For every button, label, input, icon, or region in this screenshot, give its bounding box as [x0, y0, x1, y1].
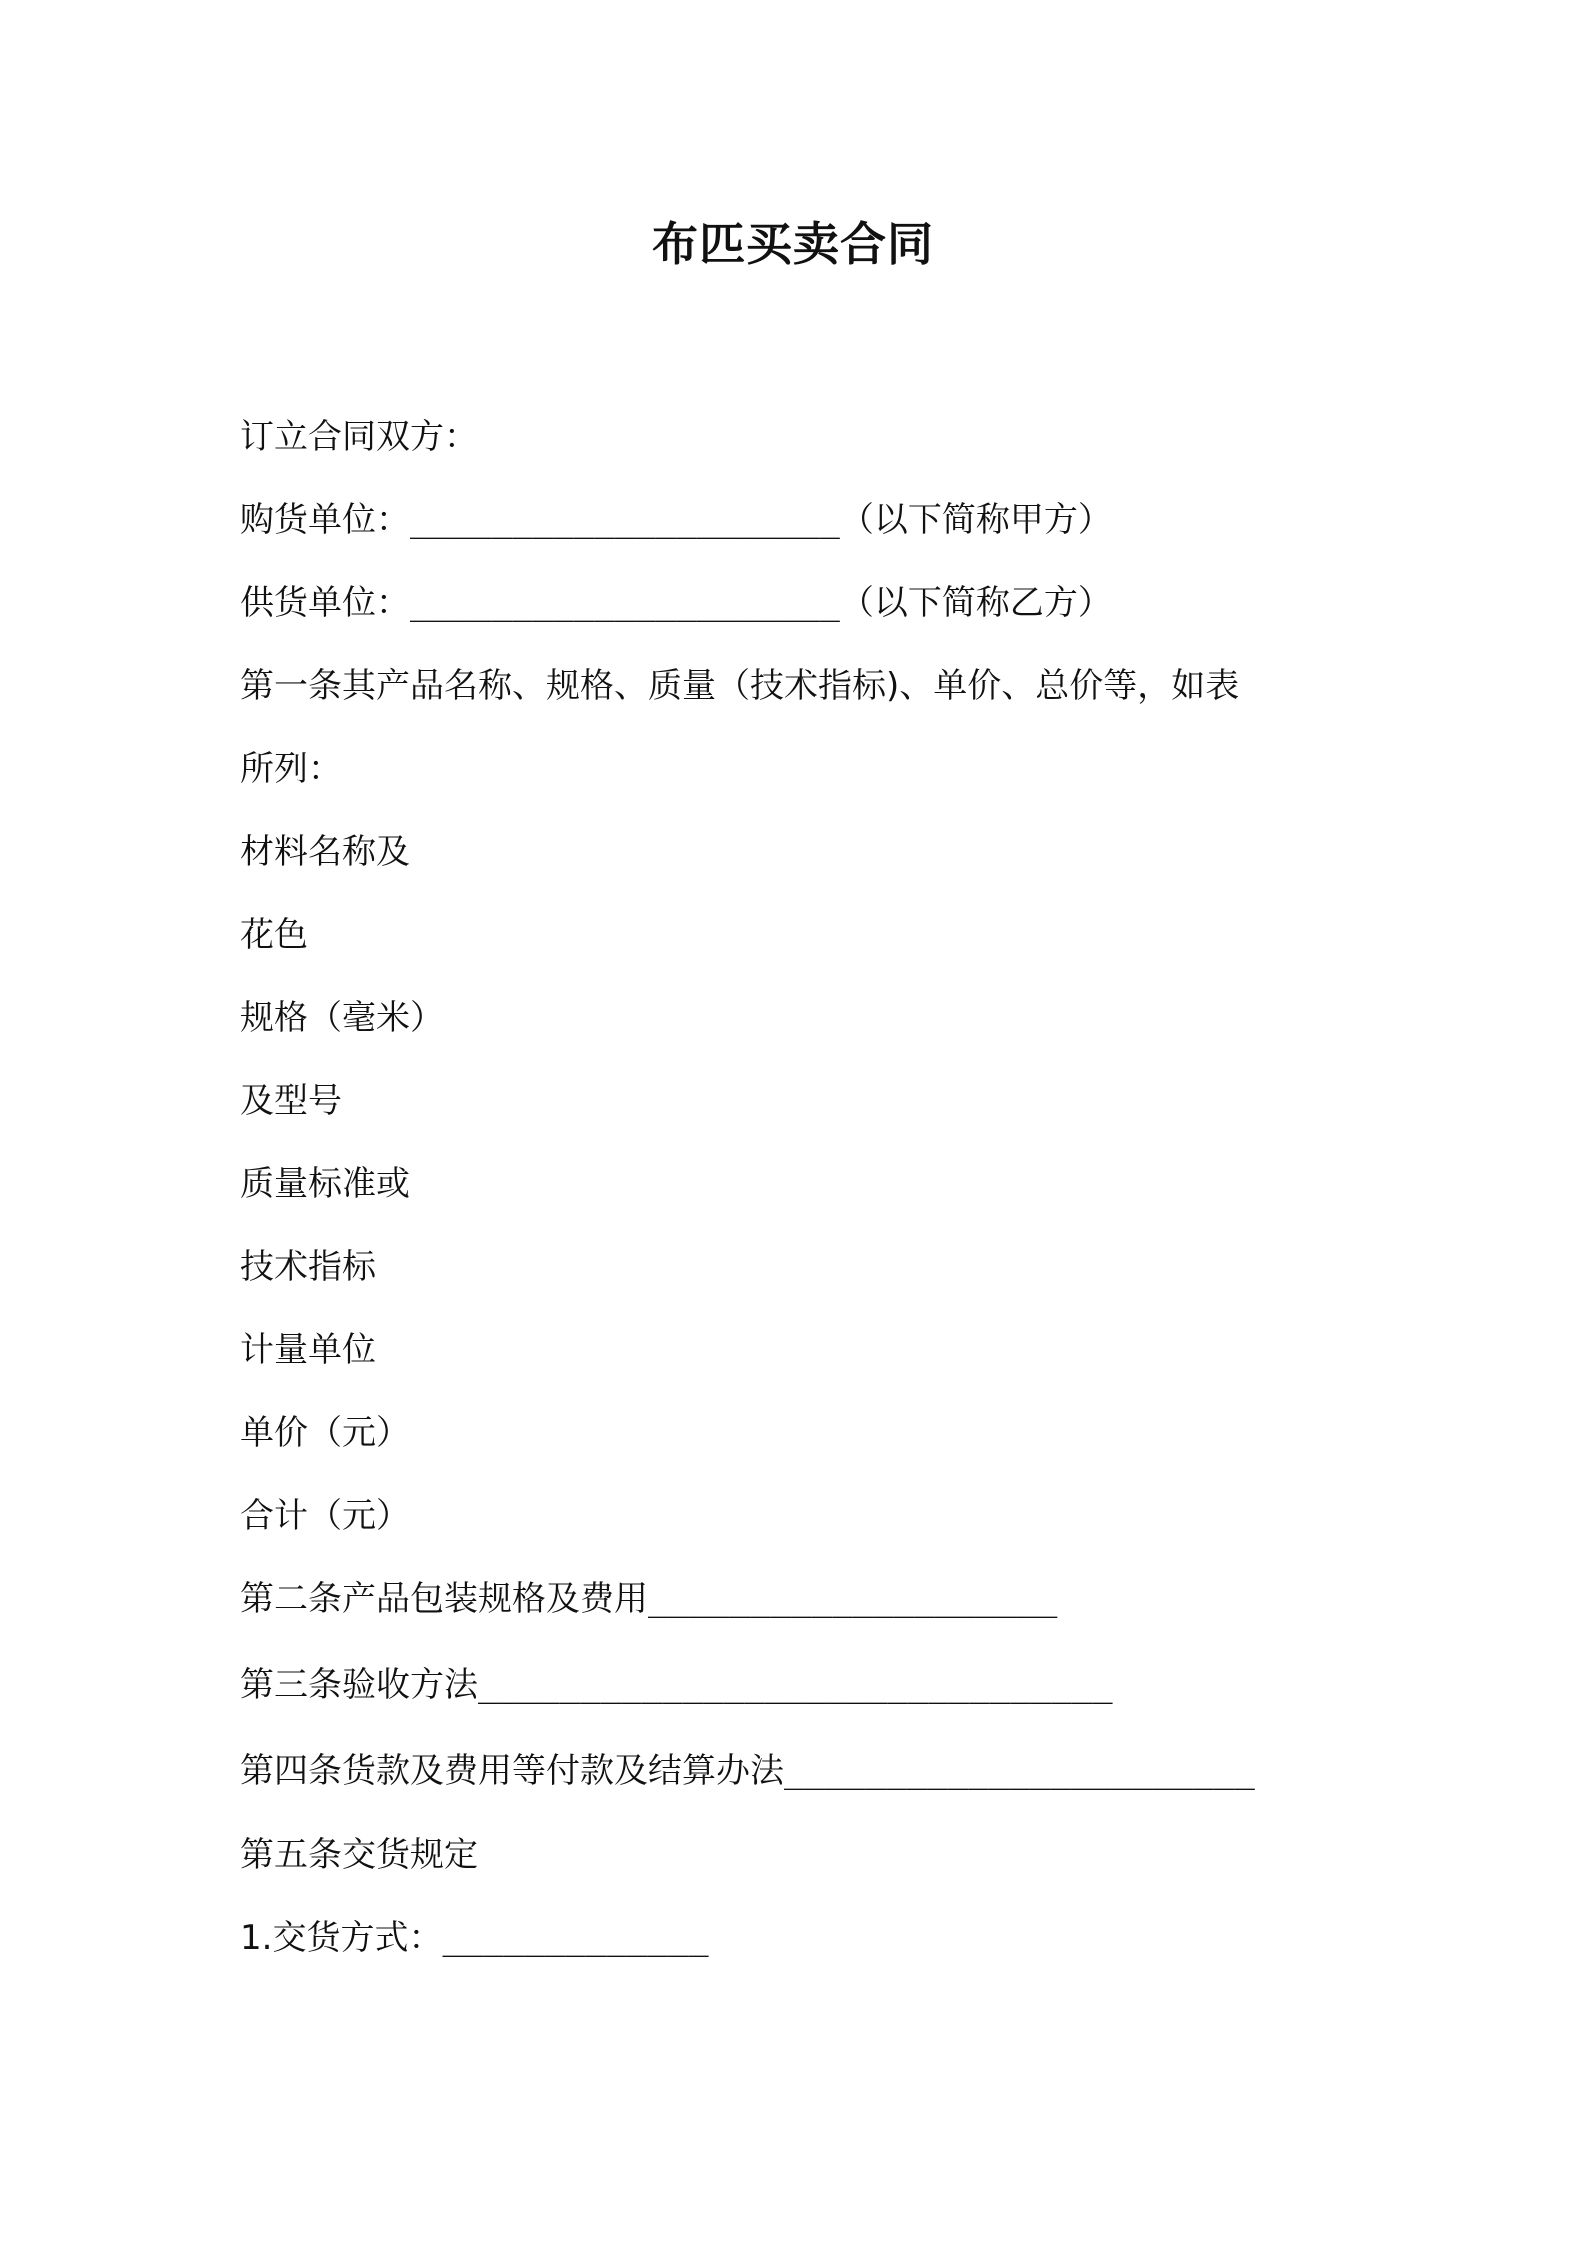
- line-label: 规格（毫米）: [240, 998, 444, 1038]
- line-label: 质量标准或: [240, 1164, 410, 1204]
- line-label: 第二条产品包装规格及费用: [240, 1579, 648, 1619]
- line-suffix: （以下简称乙方）: [839, 583, 1112, 623]
- line-label: 第一条其产品名称、规格、质量（技术指标)、单价、总价等，如表: [240, 666, 1240, 706]
- table-label-quality-standard: [240, 1161, 410, 1207]
- delivery-method-blank[interactable]: _____________: [442, 1918, 709, 1958]
- table-label-technical-index: [240, 1244, 376, 1290]
- article-one-line: [240, 663, 1239, 709]
- line-suffix: （以下简称甲方）: [839, 500, 1112, 540]
- line-label: 供货单位：: [240, 583, 410, 623]
- article-four-line: [240, 1748, 1255, 1794]
- table-label-model: [240, 1078, 342, 1124]
- line-label: 第四条货款及费用等付款及结算办法: [240, 1751, 784, 1791]
- table-label-unit: [240, 1327, 376, 1373]
- seller-line: [240, 580, 1112, 626]
- line-label: 技术指标: [240, 1247, 376, 1287]
- document-title: 布匹买卖合同: [652, 217, 934, 271]
- table-label-total: [240, 1493, 410, 1539]
- delivery-method-line: [240, 1915, 709, 1961]
- article-three-line: [240, 1662, 1113, 1708]
- table-label-material-name: [240, 829, 410, 875]
- line-label: 花色: [240, 915, 308, 955]
- buyer-line: [240, 497, 1112, 543]
- payment-blank[interactable]: _______________________: [784, 1751, 1255, 1791]
- line-label: 1.交货方式：: [240, 1918, 443, 1958]
- line-label: 第五条交货规定: [240, 1835, 478, 1875]
- line-label: 第三条验收方法: [240, 1665, 478, 1705]
- line-label: 订立合同双方：: [240, 417, 478, 457]
- table-label-color: [240, 912, 308, 958]
- article-five-line: [240, 1832, 478, 1878]
- line-label: 单价（元）: [240, 1413, 410, 1453]
- line-label: 所列：: [240, 749, 342, 789]
- article-one-continuation: [240, 746, 342, 792]
- inspection-blank[interactable]: _______________________________: [478, 1665, 1113, 1705]
- line-label: 及型号: [240, 1081, 342, 1121]
- line-label: 合计（元）: [240, 1496, 410, 1536]
- line-label: 材料名称及: [240, 832, 410, 872]
- table-label-unit-price: [240, 1410, 410, 1456]
- line-label: 计量单位: [240, 1330, 376, 1370]
- contract-parties-heading: [240, 414, 478, 460]
- table-label-spec: [240, 995, 444, 1041]
- seller-blank[interactable]: _____________________: [410, 583, 840, 623]
- packaging-blank[interactable]: ____________________: [648, 1579, 1058, 1619]
- line-label: 购货单位：: [240, 500, 410, 540]
- buyer-blank[interactable]: _____________________: [410, 500, 840, 540]
- article-two-line: [240, 1576, 1057, 1622]
